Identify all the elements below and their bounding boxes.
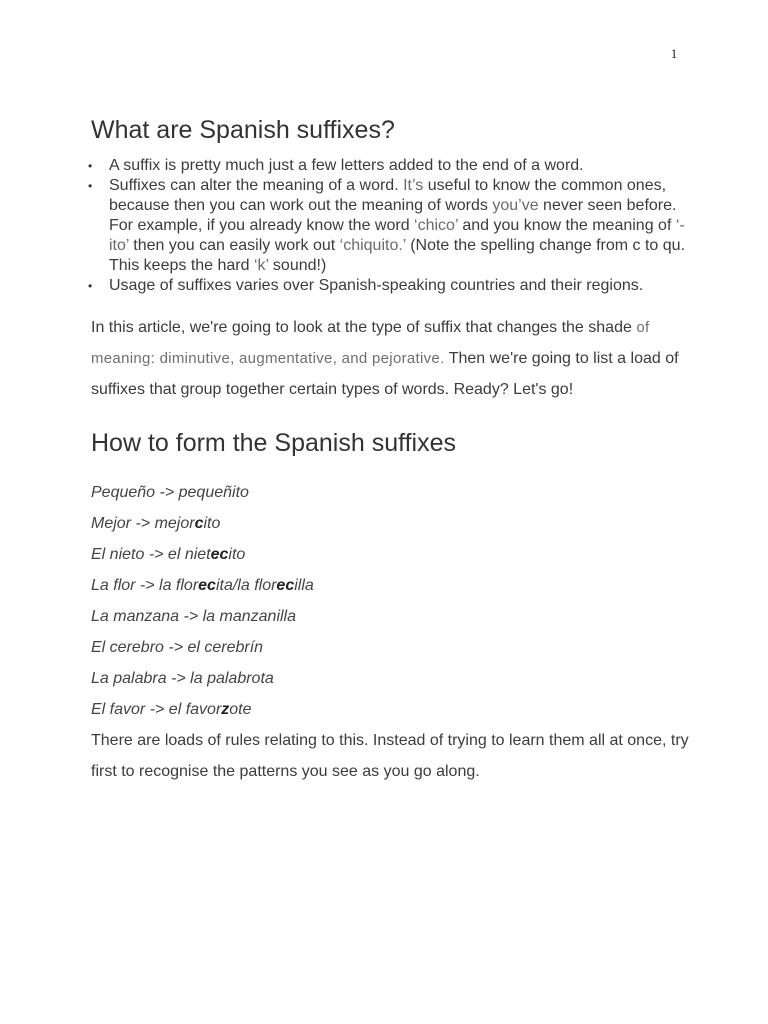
heading-how-to-form: How to form the Spanish suffixes: [91, 429, 456, 457]
example-text: ito: [203, 515, 221, 532]
example-text: illa: [294, 577, 314, 594]
bullet-text: It’s: [403, 177, 424, 194]
example-text: El nieto -> el niet: [91, 546, 211, 563]
example-line: La manzana -> la manzanilla: [91, 608, 297, 625]
example-text: ita/la flor: [215, 577, 277, 594]
bullet-text: you’ve: [492, 197, 539, 214]
bullet-text: ‘k’: [253, 257, 269, 274]
bullet-text: never seen before. For example, if you already know the word: [109, 197, 677, 234]
example-text: La flor -> la flor: [91, 577, 199, 594]
bullet-text: useful to know the common ones, because then you can work out the meaning of words: [109, 177, 667, 214]
bullet-text: (Note the spelling change from c to qu. This keeps the hard: [109, 237, 686, 274]
closing-paragraph: There are loads of rules relating to this. Instead of trying to learn them all at once, try first to recognise the patterns you see as you go along.: [91, 732, 689, 780]
intro-text: In this article, we're going to look at the type of suffix that changes the shade: [91, 319, 637, 336]
example-text: El favor -> el favor: [91, 701, 222, 718]
example-line: [91, 508, 691, 539]
suffix-highlight: z: [221, 701, 230, 718]
document-body: [91, 112, 691, 787]
bullet-text: and you know the meaning of: [457, 217, 676, 234]
intro-text: of meaning: diminutive, augmentative, and pejorative.: [91, 319, 650, 367]
suffix-highlight: ec: [210, 546, 229, 563]
bullet-text: Suffixes can alter the meaning of a word.: [109, 177, 404, 194]
example-text: Mejor -> mejor: [91, 515, 195, 532]
bullet-text: sound!): [268, 257, 327, 274]
intro-paragraph: [91, 312, 691, 405]
bullet-text: ‘-ito’: [109, 217, 685, 254]
page-number: 1: [670, 46, 678, 61]
bullet-text: ‘chiquito.’: [339, 237, 406, 254]
example-line: [91, 539, 691, 570]
suffix-highlight: c: [194, 515, 204, 532]
bullet-text: then you can easily work out: [128, 237, 340, 254]
heading-what-are-suffixes: What are Spanish suffixes?: [91, 116, 395, 144]
example-line: La palabra -> la palabrota: [91, 670, 274, 687]
bullet-list: [91, 156, 691, 296]
suffix-highlight: ec: [198, 577, 216, 594]
suffix-highlight: ec: [276, 577, 295, 594]
bullet-text: ‘chico’: [414, 217, 458, 234]
example-line: El cerebro -> el cerebrín: [91, 639, 264, 656]
example-line: [91, 694, 691, 725]
bullet-item: • A suffix is pretty much just a few letters added to the end of a word.: [91, 156, 691, 176]
example-list: [91, 477, 691, 725]
bullet-item: [91, 176, 691, 276]
bullet-item: • Usage of suffixes varies over Spanish-speaking countries and their regions.: [91, 276, 691, 296]
intro-text: Then we're going to list a load of suffixes that group together certain types of words. Ready? Let's go!: [91, 350, 679, 398]
example-line: Pequeño -> pequeñito: [91, 484, 249, 501]
example-text: ito: [228, 546, 246, 563]
example-text: ote: [229, 701, 252, 718]
example-line: [91, 570, 691, 601]
